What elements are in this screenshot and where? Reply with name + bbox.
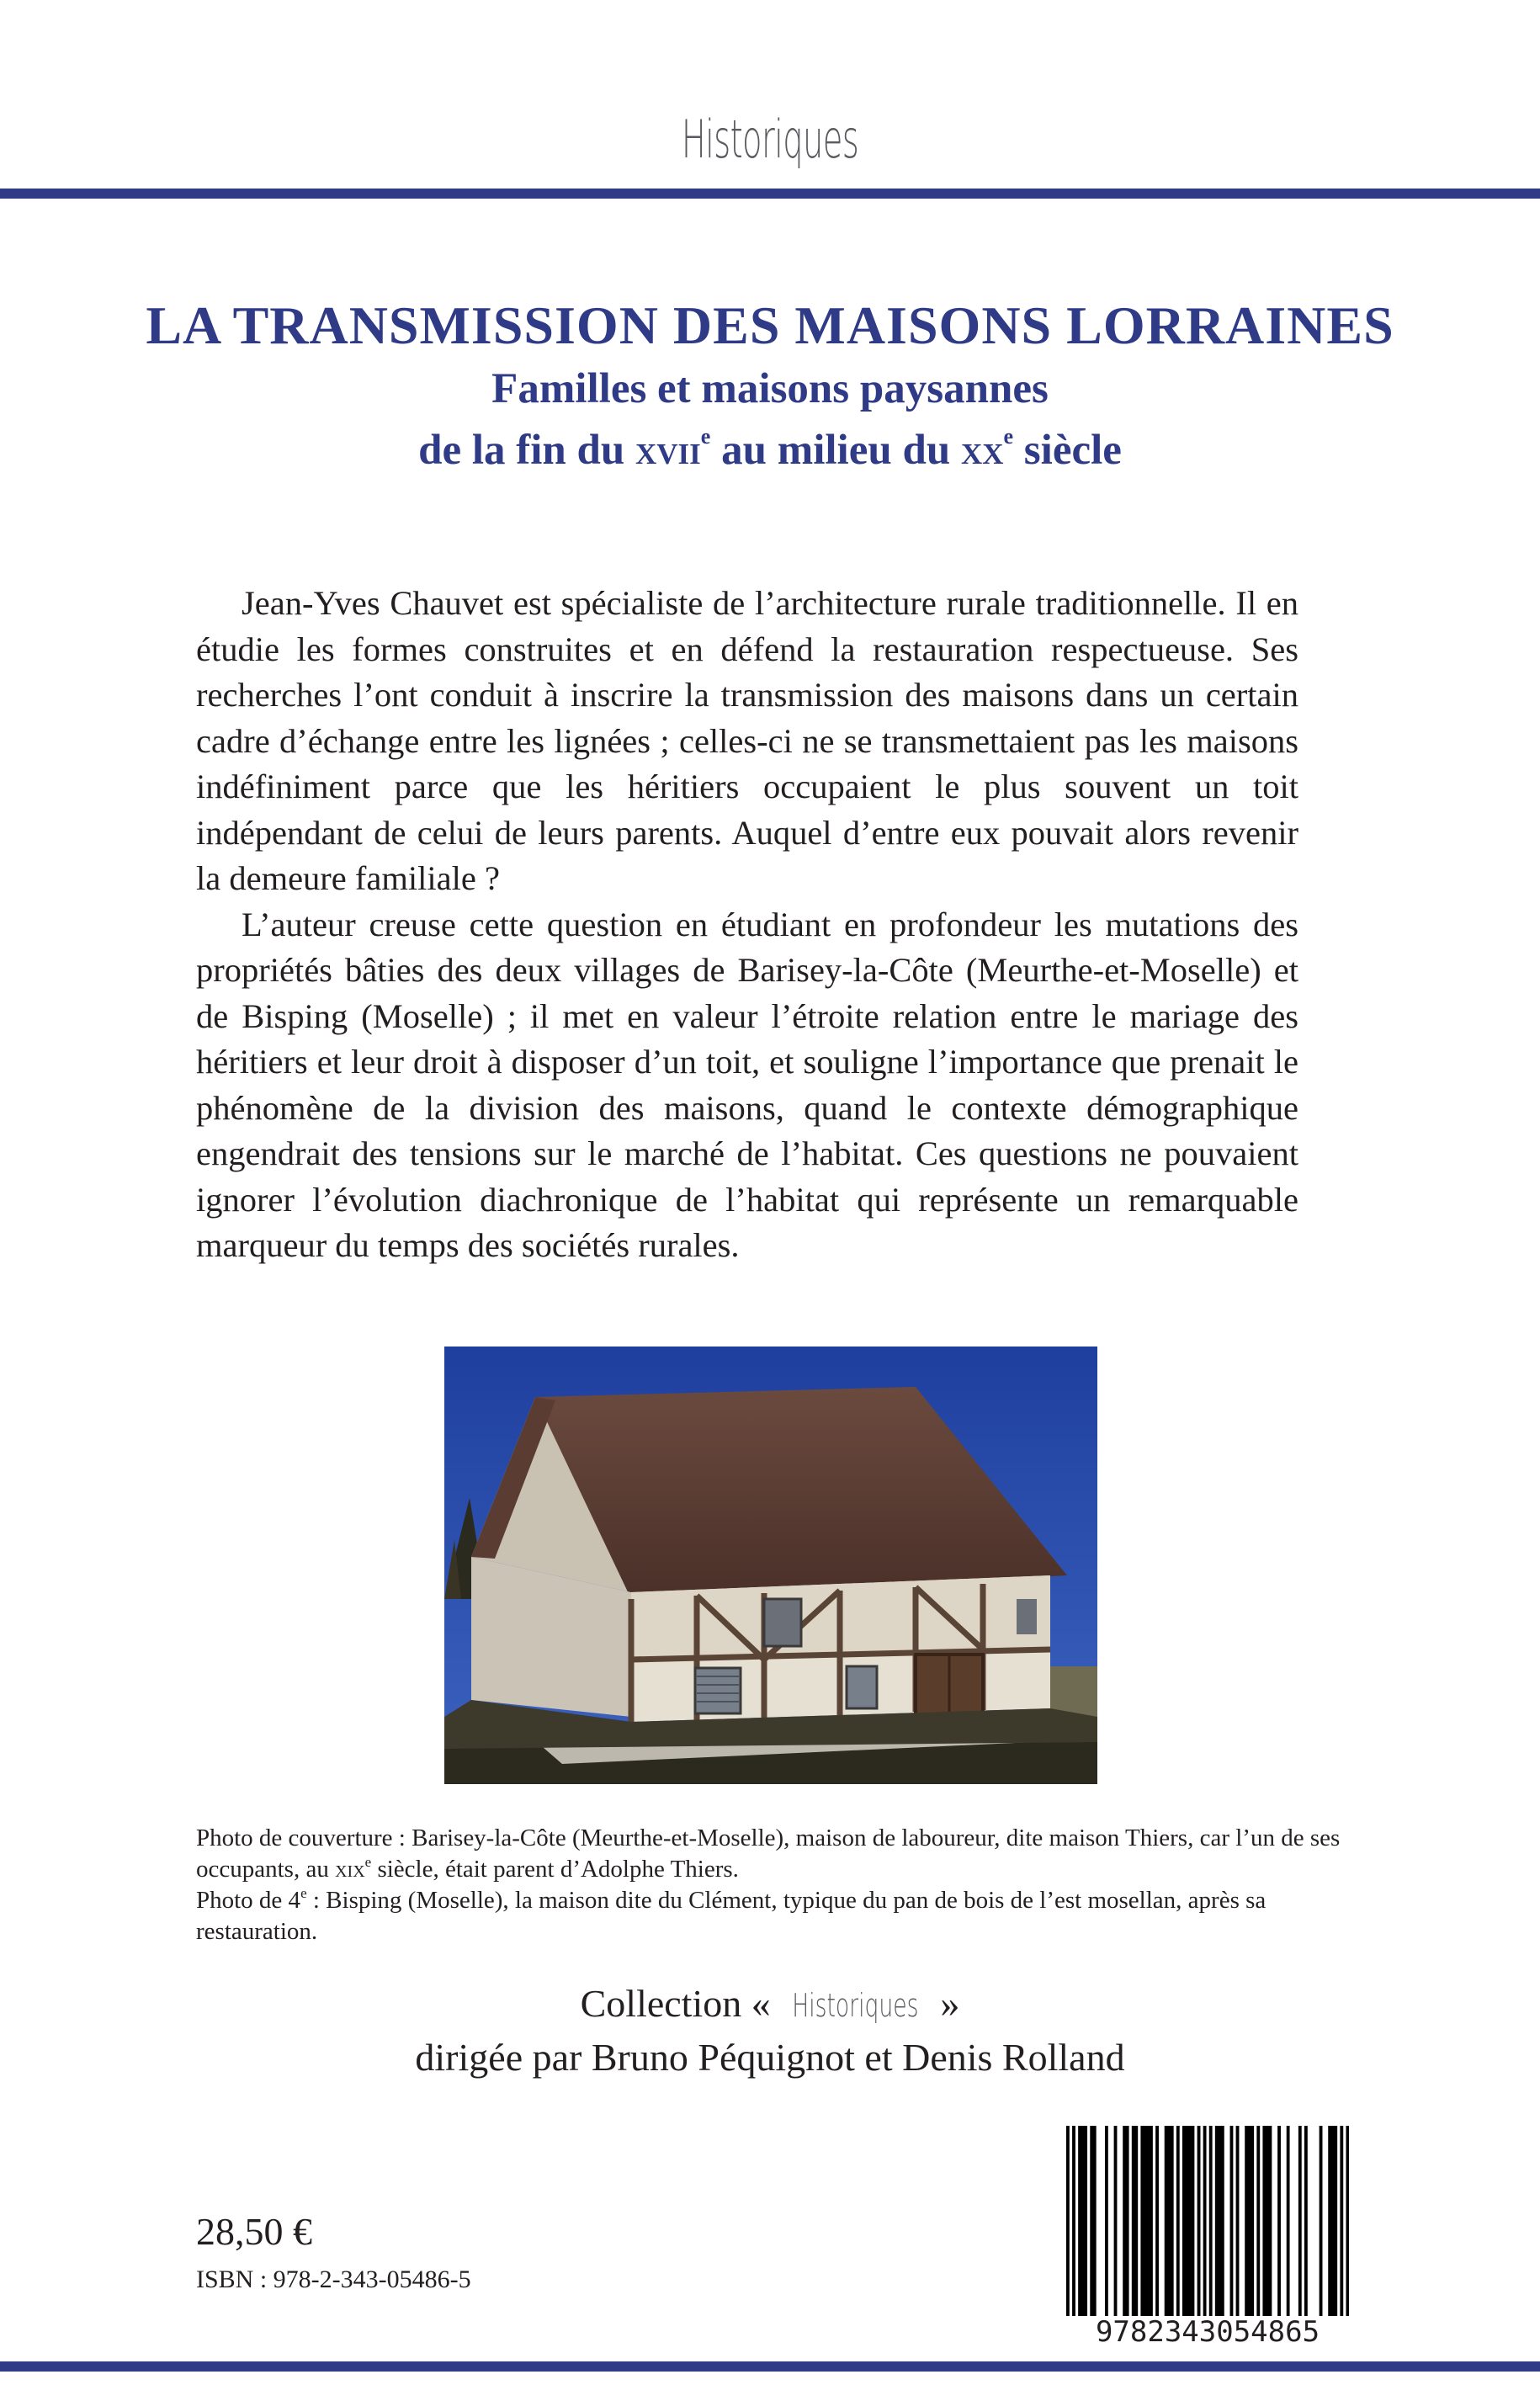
barcode-bar (1078, 2126, 1081, 2316)
barcode-bar (1123, 2126, 1126, 2316)
collection-suffix: » (930, 1982, 960, 2025)
blurb (196, 581, 1298, 1269)
house-photo-illustration (444, 1347, 1097, 1784)
century-start-suffix: e (700, 424, 711, 449)
blurb-paragraph-1: Jean-Yves Chauvet est spécialiste de l’architecture rurale traditionnelle. Il en étudie les formes construites et en défend la restauration respectueuse. Ses recherches l’ont conduit à inscrire la transmission des maisons dans un certain cadre d’échange entre les lignées ; celles-ci ne se transmettaient pas les maisons indéfiniment parce que les héritiers occupaient le plus souvent un toit indépendant de celui de leurs parents. Auquel d’entre eux pouvait alors revenir la demeure familiale ? (196, 584, 1298, 897)
top-rule (0, 189, 1540, 199)
price: 28,50 € (196, 2210, 312, 2253)
barcode-bar (1277, 2126, 1281, 2316)
barcode (1066, 2126, 1349, 2349)
barcode-bar (1146, 2126, 1150, 2316)
collection-logo: Historiques (792, 1987, 919, 2024)
barcode-bar (1218, 2126, 1221, 2316)
back-caption-text-b: : Bisping (Moselle), la maison dite du Clément, typique du pan de bois de l’est mosellan, après sa restauration. (196, 1887, 1267, 1945)
barcode-bar (1320, 2126, 1323, 2316)
barcode-bar (1248, 2126, 1251, 2316)
cover-caption-century-suffix: e (364, 1854, 372, 1870)
collection-prefix: Collection « (580, 1982, 781, 2025)
barcode-bar (1192, 2126, 1195, 2316)
cover-caption-text-a: Photo de couverture : Barisey-la-Côte (Meurthe-et-Moselle), maison de laboureur, dite maison Thiers, car l’un de ses occupants, au (196, 1825, 1341, 1883)
book-subtitle-line-2 (0, 419, 1540, 481)
barcode-bar (1165, 2126, 1168, 2316)
barcode-bar (1155, 2126, 1159, 2316)
barcode-bar (1150, 2126, 1153, 2316)
subtitle-text-b: au milieu du (710, 427, 961, 474)
barcode-bar (1093, 2126, 1097, 2316)
barcode-bar (1185, 2126, 1188, 2316)
barcode-bar (1114, 2126, 1118, 2316)
barcode-bar (1215, 2126, 1219, 2316)
barcode-bar (1203, 2126, 1207, 2316)
barcode-bar (1328, 2126, 1331, 2316)
century-end: xx (960, 426, 1004, 473)
barcode-bar (1298, 2126, 1302, 2316)
collection-line (0, 1978, 1540, 2032)
blurb-paragraph-2: L’auteur creuse cette question en étudiant en profondeur les mutations des propriétés bâties des deux villages de Barisey-la-Côte (Meurthe-et-Moselle) et de Bisping (Moselle) ; il met en valeur l’étroite relation entre le mariage des héritiers et leur droit à disposer d’un toit, et souligne l’importance que prenait le phénomène de la division des maisons, quand le contexte démographique engendrait des tensions sur le marché de l’habitat. Ces questions ne pouvaient ignorer l’évolution diachronique de l’habitat qui représente un remarquable marqueur du temps des sociétés rurales. (196, 905, 1298, 1264)
barcode-bar (1334, 2126, 1337, 2316)
barcode-bar (1266, 2126, 1269, 2316)
barcode-bar (1269, 2126, 1272, 2316)
barcode-bar (1066, 2126, 1070, 2316)
book-title: LA TRANSMISSION DES MAISONS LORRAINES (146, 295, 1394, 355)
barcode-bar (1126, 2126, 1129, 2316)
barcode-bar (1182, 2126, 1186, 2316)
barcode-bars (1066, 2126, 1349, 2316)
back-caption-suffix: e (300, 1885, 307, 1901)
cover-caption-century: xix (335, 1856, 365, 1883)
barcode-bar (1256, 2126, 1260, 2316)
barcode-bar (1144, 2126, 1147, 2316)
barcode-bar (1251, 2126, 1254, 2316)
collection-editors: dirigée par Bruno Péquignot et Denis Rolland (415, 2036, 1125, 2079)
isbn: ISBN : 978-2-343-05486-5 (196, 2265, 471, 2293)
barcode-bar (1304, 2126, 1308, 2316)
subtitle-text-a: de la fin du (418, 427, 635, 474)
collection-credit (0, 1978, 1540, 2084)
barcode-bar (1132, 2126, 1135, 2316)
barcode-bar (1171, 2126, 1174, 2316)
barcode-bar (1090, 2126, 1093, 2316)
bottom-rule (0, 2361, 1540, 2372)
barcode-bar (1081, 2126, 1085, 2316)
barcode-bar (1072, 2126, 1075, 2316)
back-photo-caption (196, 1885, 1391, 1947)
barcode-digits: 9782343054865 (1095, 2315, 1320, 2349)
century-start: xvii (635, 426, 701, 473)
subtitle-text-c: siècle (1013, 427, 1122, 474)
barcode-bar (1209, 2126, 1213, 2316)
photo-captions (196, 1823, 1391, 1947)
barcode-bar (1105, 2126, 1108, 2316)
cover-photo-caption (196, 1823, 1391, 1885)
barcode-bar (1346, 2126, 1349, 2316)
century-end-suffix: e (1003, 424, 1014, 449)
barcode-bar (1236, 2126, 1240, 2316)
book-subtitle-line-1: Familles et maisons paysannes (491, 365, 1049, 412)
barcode-bar (1340, 2126, 1343, 2316)
house-photo (444, 1347, 1097, 1784)
barcode-bar (1262, 2126, 1266, 2316)
series-logo: Historiques (681, 109, 859, 170)
barcode-bar (1176, 2126, 1180, 2316)
barcode-bar (1188, 2126, 1192, 2316)
barcode-bar (1140, 2126, 1144, 2316)
barcode-bar (1167, 2126, 1171, 2316)
cover-caption-text-b: siècle, était parent d’Adolphe Thiers. (371, 1856, 739, 1883)
barcode-bar (1245, 2126, 1248, 2316)
barcode-bar (1287, 2126, 1290, 2316)
barcode-bar (1331, 2126, 1335, 2316)
title-block (0, 293, 1540, 481)
back-caption-text-a: Photo de 4 (196, 1887, 301, 1914)
barcode-bar (1221, 2126, 1224, 2316)
barcode-bar (1197, 2126, 1201, 2316)
barcode-bar (1134, 2126, 1138, 2316)
barcode-bar (1084, 2126, 1087, 2316)
barcode-bar (1230, 2126, 1234, 2316)
